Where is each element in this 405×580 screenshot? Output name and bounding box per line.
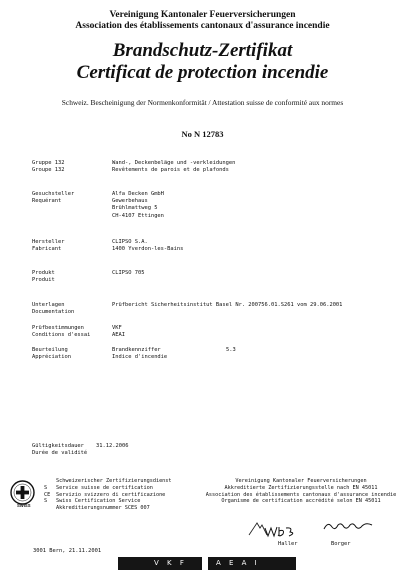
address-line: Gewerbehaus: [112, 198, 148, 205]
manufacturer-label-de: Hersteller: [32, 239, 65, 245]
documentation-label-de: Unterlagen: [32, 302, 65, 308]
subtitle: Schweiz. Bescheinigung der Normenkonformität / Attestation suisse de conformité aux normes: [61, 98, 344, 107]
group-value-fr: Revêtements de parois et de plafonds: [112, 167, 229, 174]
assessment-label-de: Beurteilung: [32, 347, 68, 353]
product-label: [32, 270, 102, 284]
assessment-value-fr: Indice d'incendie: [112, 354, 168, 361]
manufacturer-label: [32, 239, 102, 253]
product-value: CLIPSO 705: [112, 270, 145, 276]
vkf-aeai-logo-bar: [118, 557, 296, 570]
documentation-value: Prüfbericht Sicherheitsinstitut Basel Nr. 200756.01.S261 vom 29.06.2001: [112, 302, 343, 308]
logo-divider: [202, 557, 208, 570]
prefix: S: [44, 484, 48, 491]
address-line: Alfa Decken GmbH: [112, 191, 164, 197]
address-line: CH-4107 Ettingen: [112, 212, 164, 219]
manufacturer-label-fr: Fabricant: [32, 246, 62, 253]
test-conditions-label-de: Prüfbestimmungen: [32, 325, 84, 331]
validity-label-de: Gültigkeitsdauer: [32, 443, 84, 449]
certificate-number: No N 12783: [181, 129, 224, 139]
requester-address: [112, 191, 372, 220]
assessment-label: [32, 347, 102, 361]
place-date: 3001 Bern, 21.11.2001: [33, 548, 102, 554]
prefix: CE: [44, 491, 51, 498]
test-conditions-value-de: VKF: [112, 325, 122, 331]
signature-haller: [263, 524, 303, 538]
manufacturer-address: [112, 239, 372, 253]
service-line: Service suisse de certification: [56, 484, 153, 491]
documentation-label: [32, 302, 102, 316]
prefix: S: [44, 498, 48, 505]
product-label-fr: Produit: [32, 277, 55, 284]
signatory-name-2: Borger: [331, 541, 351, 547]
service-line: Servizio svizzero di certificazione: [56, 491, 166, 498]
accreditation-line: Organisme de certification accrédité selon EN 45011: [221, 498, 381, 505]
title-fr: Certificat de protection incendie: [76, 62, 329, 83]
assessment-value-de: Brandkennziffer: [112, 347, 161, 353]
assessment-label-fr: Appréciation: [32, 354, 71, 361]
test-conditions-label: [32, 325, 102, 339]
assessment-value: [112, 347, 372, 361]
service-line: Schweizerischer Zertifizierungsdienst: [56, 478, 172, 484]
address-line: Brühlmattweg 5: [112, 205, 158, 212]
accreditation-line: Akkreditierte Zertifizierungsstelle nach EN 45011: [224, 484, 378, 491]
group-value: [112, 160, 372, 174]
test-conditions-label-fr: Conditions d'essai: [32, 332, 91, 339]
logo-text-aeai: A E A I: [216, 559, 260, 567]
address-line: 1400 Yverdon-les-Bains: [112, 246, 184, 253]
org-name-fr: Association des établissements cantonaux d'assurance incendie: [75, 21, 330, 31]
requester-label-fr: Requérant: [32, 198, 62, 205]
certification-service-block: [44, 478, 172, 512]
accreditation-block: [203, 478, 399, 505]
address-line: CLIPSO S.A.: [112, 239, 148, 245]
product-label-de: Produkt: [32, 270, 55, 276]
test-conditions-value: [112, 325, 372, 339]
seal-text: SWISS: [17, 503, 31, 508]
requester-label: [32, 191, 102, 205]
accreditation-line: Vereinigung Kantonaler Feuerversicherungen: [235, 478, 367, 484]
group-label-fr: Groupe 132: [32, 167, 65, 174]
org-name-de: Vereinigung Kantonaler Feuerversicherungen: [109, 10, 296, 20]
documentation-label-fr: Documentation: [32, 309, 75, 316]
validity-date: 31.12.2006: [96, 443, 129, 449]
logo-text-vkf: V K F: [154, 559, 187, 567]
signature-borger: [322, 520, 374, 532]
title-de: Brandschutz-Zertifikat: [112, 40, 293, 61]
test-conditions-value-fr: AEAI: [112, 332, 125, 339]
service-line: Swiss Certification Service: [56, 498, 141, 505]
requester-label-de: Gesuchsteller: [32, 191, 75, 197]
fire-index-number: 5.3: [226, 347, 236, 353]
group-value-de: Wand-, Deckenbeläge und -verkleidungen: [112, 160, 236, 166]
signatory-name-1: Haller: [278, 541, 298, 547]
group-label-de: Gruppe 132: [32, 160, 65, 166]
accreditation-line: Association des établissements cantonaux d'assurance incendie: [205, 491, 397, 498]
service-line: Akkreditierungsnummer SCES 007: [56, 505, 150, 512]
validity-label-fr: Durée de validité: [32, 450, 88, 457]
validity-label: [32, 443, 102, 457]
group-label: [32, 160, 102, 174]
swiss-cross-seal-icon: [10, 480, 35, 505]
